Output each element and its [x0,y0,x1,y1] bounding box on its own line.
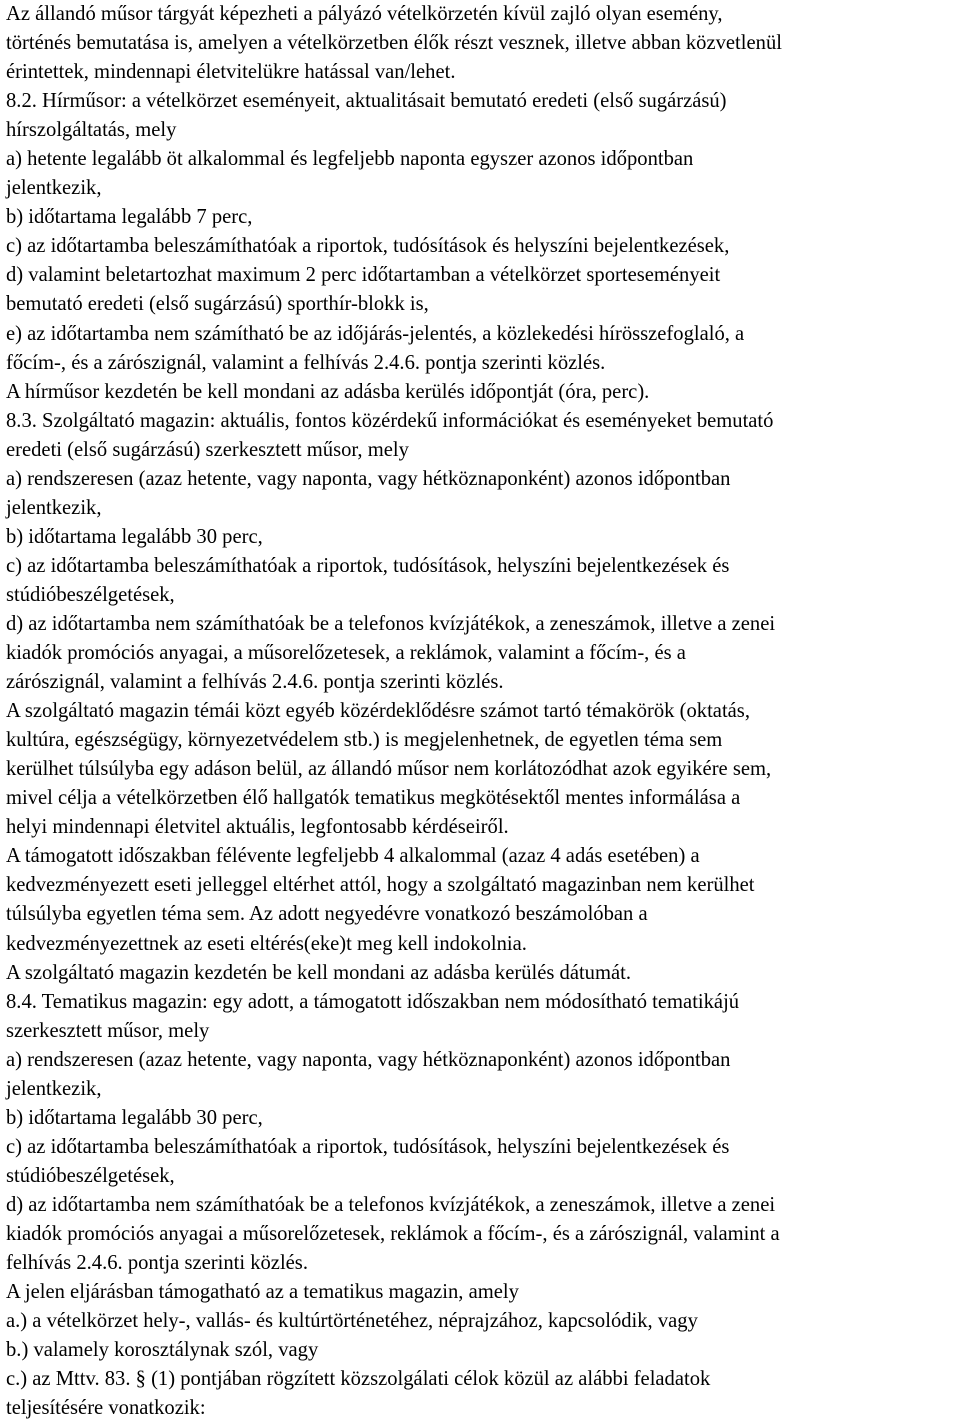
text-line: kedvezményezett eseti jelleggel eltérhet attól, hogy a szolgáltató magazinban nem kerülhet [6,874,755,897]
text-line: kedvezményezettnek az eseti eltérés(eke)t meg kell indokolnia. [6,932,527,955]
text-line: A szolgáltató magazin kezdetén be kell mondani az adásba kerülés dátumát. [6,961,632,984]
text-line: szerkesztett műsor, mely [6,1019,210,1042]
text-line: A támogatott időszakban félévente legfeljebb 4 alkalommal (azaz 4 adás esetében) a [6,845,700,868]
text-line: eredeti (első sugárzású) szerkesztett műsor, mely [6,438,409,461]
section-8-4-heading-line: 8.4. Tematikus magazin: egy adott, a támogatott időszakban nem módosítható tematikájú [6,990,740,1013]
list-item-line: b) időtartama legalább 7 perc, [6,206,253,229]
text-line: kultúra, egészségügy, környezetvédelem stb.) is megjelenhetnek, de egyetlen téma sem [6,729,723,752]
text-line: A jelen eljárásban támogatható az a tematikus magazin, amely [6,1281,519,1304]
list-item-line: c) az időtartamba beleszámíthatóak a riportok, tudósítások, helyszíni bejelentkezések és [6,554,730,577]
text-line: jelentkezik, [6,1077,102,1100]
list-item-line: b) időtartama legalább 30 perc, [6,1106,263,1129]
list-item-line: d) az időtartamba nem számíthatóak be a telefonos kvízjátékok, a zeneszámok, illetve a zenei [6,612,776,635]
text-line: helyi mindennapi életvitel aktuális, legfontosabb kérdéseiről. [6,816,509,839]
text-line: túlsúlyba egyetlen téma sem. Az adott negyedévre vonatkozó beszámolóban a [6,903,648,926]
text-line: történés bemutatása is, amelyen a vételkörzetben élők részt vesznek, illetve abban közvetlenül [6,32,782,55]
text-line: kiadók promóciós anyagai a műsorelőzetesek, reklámok a főcím-, és a zárószignál, valamint a [6,1222,780,1245]
list-item-line: d) az időtartamba nem számíthatóak be a telefonos kvízjátékok, a zeneszámok, illetve a zenei [6,1193,776,1216]
text-line: A szolgáltató magazin témái közt egyéb közérdeklődésre számot tartó témakörök (oktatás, [6,700,750,723]
text-line: kerülhet túlsúlyba egy adáson belül, az állandó műsor nem korlátozódhat azok egyikére sem, [6,758,772,781]
list-item-line: c) az időtartamba beleszámíthatóak a riportok, tudósítások, helyszíni bejelentkezések és [6,1135,730,1158]
text-line: mivel célja a vételkörzetben élő hallgatók tematikus megkötésektől mentes informálása a [6,787,741,810]
list-item-line: c) az időtartamba beleszámíthatóak a riportok, tudósítások és helyszíni bejelentkezések, [6,235,730,258]
text-line: stúdióbeszélgetések, [6,583,175,606]
section-8-3-heading-line: 8.3. Szolgáltató magazin: aktuális, fontos közérdekű információkat és eseményeket bemutató [6,409,774,432]
text-line: bemutató eredeti (első sugárzású) sporthír-blokk is, [6,293,429,316]
list-item-line: a) rendszeresen (azaz hetente, vagy naponta, vagy hétköznaponként) azonos időpontban [6,1048,731,1071]
list-item-line: c.) az Mttv. 83. § (1) pontjában rögzített közszolgálati célok közül az alábbi feladatok [6,1368,711,1391]
text-line: jelentkezik, [6,177,102,200]
list-item-line: b) időtartama legalább 30 perc, [6,525,263,548]
text-line: A hírműsor kezdetén be kell mondani az adásba kerülés időpontját (óra, perc). [6,380,650,403]
list-item-line: d) valamint beletartozhat maximum 2 perc időtartamban a vételkörzet sporteseményeit [6,264,721,287]
list-item-line: a) rendszeresen (azaz hetente, vagy naponta, vagy hétköznaponként) azonos időpontban [6,467,731,490]
text-line: Az állandó műsor tárgyát képezheti a pályázó vételkörzetén kívül zajló olyan esemény, [6,3,723,25]
list-item-line: a.) a vételkörzet hely-, vallás- és kultúrtörténetéhez, néprajzához, kapcsolódik, vagy [6,1310,698,1333]
text-line: stúdióbeszélgetések, [6,1164,175,1187]
text-line: felhívás 2.4.6. pontja szerinti közlés. [6,1252,308,1275]
text-line: főcím-, és a zárószignál, valamint a felhívás 2.4.6. pontja szerinti közlés. [6,351,606,374]
text-line: érintettek, mindennapi életvitelükre hatással van/lehet. [6,61,456,84]
list-item-line: a) hetente legalább öt alkalommal és legfeljebb naponta egyszer azonos időpontban [6,148,694,171]
list-item-line: e) az időtartamba nem számítható be az időjárás-jelentés, a közlekedési hírösszefoglaló, a [6,322,745,345]
text-line: teljesítésére vonatkozik: [6,1397,206,1420]
text-line: kiadók promóciós anyagai, a műsorelőzetesek, a reklámok, valamint a főcím-, és a [6,642,686,665]
text-line: jelentkezik, [6,496,102,519]
text-line: zárószignál, valamint a felhívás 2.4.6. pontja szerinti közlés. [6,671,504,694]
text-line: hírszolgáltatás, mely [6,119,177,142]
section-8-2-heading-line: 8.2. Hírműsor: a vételkörzet eseményeit, aktualitásait bemutató eredeti (első sugárzású) [6,90,727,113]
list-item-line: b.) valamely korosztálynak szól, vagy [6,1339,319,1362]
